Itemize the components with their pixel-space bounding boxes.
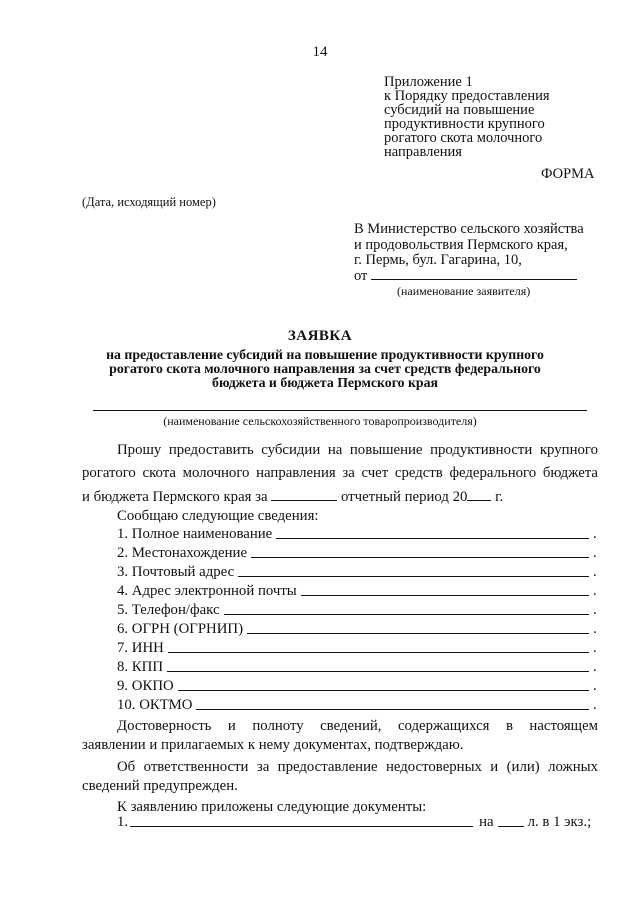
field-label: 10. ОКТМО	[117, 697, 193, 713]
form-mark: ФОРМА	[541, 166, 595, 182]
producer-name-field[interactable]	[93, 410, 587, 411]
field-row-kpp	[117, 659, 599, 676]
location-field[interactable]	[251, 556, 589, 558]
field-row-okpo	[117, 678, 599, 695]
full-name-field[interactable]	[276, 537, 589, 539]
field-label: 5. Телефон/факс	[117, 602, 220, 618]
inn-field[interactable]	[168, 651, 589, 653]
appendix-line: субсидий на повышение	[384, 102, 535, 118]
attachment-row	[117, 814, 603, 831]
producer-caption: (наименование сельскохозяйственного товаропроизводителя)	[163, 414, 477, 428]
field-label: 4. Адрес электронной почты	[117, 583, 297, 599]
applicant-caption: (наименование заявителя)	[397, 284, 531, 298]
field-label: 6. ОГРН (ОГРНИП)	[117, 621, 244, 637]
from-line	[354, 267, 577, 285]
email-field[interactable]	[301, 594, 589, 596]
addressee-line: и продовольствия Пермского края,	[354, 236, 568, 253]
liability-line-2: сведений предупрежден.	[82, 778, 238, 794]
addressee-block	[354, 222, 584, 269]
attachment-on-label: на	[479, 814, 494, 830]
field-end: .	[593, 678, 597, 694]
request-suffix: г.	[495, 489, 504, 505]
liability-line-1: Об ответственности за предоставление недостоверных и (или) ложных	[117, 759, 598, 775]
attachment-tail: л. в 1 экз.;	[527, 814, 592, 830]
field-row-oktmo	[117, 697, 599, 714]
applicant-name-field[interactable]	[371, 267, 577, 280]
okpo-field[interactable]	[178, 689, 589, 691]
appendix-line: направления	[384, 144, 462, 160]
page-number: 14	[312, 44, 328, 60]
confirmation-line-2: заявлении и прилагаемых к нему документах, подтверждаю.	[82, 737, 464, 753]
field-end: .	[593, 697, 597, 713]
field-row-phone	[117, 602, 599, 619]
attachment-name-field[interactable]	[130, 825, 473, 827]
date-label: (Дата, исходящий номер)	[82, 195, 216, 209]
document-title: ЗАЯВКА	[287, 328, 353, 344]
attachments-intro: К заявлению приложены следующие документы:	[117, 799, 427, 815]
appendix-line: рогатого скота молочного	[384, 130, 543, 146]
phone-field[interactable]	[224, 613, 589, 615]
field-end: .	[593, 640, 597, 656]
postal-address-field[interactable]	[238, 575, 589, 577]
oktmo-field[interactable]	[196, 708, 589, 710]
field-row-inn	[117, 640, 599, 657]
field-end: .	[593, 583, 597, 599]
request-line-2: рогатого скота молочного направления за счет средств федерального бюджета	[82, 465, 598, 481]
appendix-line: к Порядку предоставления	[384, 88, 550, 104]
appendix-line: продуктивности крупного	[384, 116, 545, 132]
from-label: от	[354, 268, 368, 284]
field-row-email	[117, 583, 599, 600]
kpp-field[interactable]	[167, 670, 589, 672]
amount-field[interactable]	[271, 486, 337, 501]
request-prefix: и бюджета Пермского края за	[82, 489, 268, 505]
field-label: 3. Почтовый адрес	[117, 564, 235, 580]
field-row-location	[117, 545, 599, 562]
field-row-ogrn	[117, 621, 599, 638]
document-subtitle: на предоставление субсидий на повышение продуктивности крупного рогатого скота молочного направления за счет средств федерального бюджета и бюджета Пермского края	[106, 347, 544, 390]
field-end: .	[593, 602, 597, 618]
field-label: 1. Полное наименование	[117, 526, 273, 542]
field-end: .	[593, 545, 597, 561]
request-line-1: Прошу предоставить субсидии на повышение продуктивности крупного	[117, 442, 598, 458]
attachment-number: 1.	[117, 814, 129, 830]
addressee-line: В Министерство сельского хозяйства	[354, 221, 584, 237]
field-end: .	[593, 526, 597, 542]
request-line-3	[82, 486, 503, 507]
year-field[interactable]	[467, 486, 491, 501]
attachment-pages-field[interactable]	[498, 825, 524, 827]
field-end: .	[593, 564, 597, 580]
field-row-postal-address	[117, 564, 599, 581]
report-intro: Сообщаю следующие сведения:	[117, 508, 319, 524]
field-row-full-name	[117, 526, 599, 543]
request-middle: отчетный период 20	[340, 489, 468, 505]
field-label: 7. ИНН	[117, 640, 164, 656]
field-end: .	[593, 621, 597, 637]
confirmation-line-1: Достоверность и полноту сведений, содержащихся в настоящем	[117, 718, 598, 734]
appendix-line: Приложение 1	[384, 74, 473, 90]
field-end: .	[593, 659, 597, 675]
field-label: 2. Местонахождение	[117, 545, 248, 561]
field-label: 8. КПП	[117, 659, 164, 675]
ogrn-field[interactable]	[247, 632, 589, 634]
field-label: 9. ОКПО	[117, 678, 174, 694]
addressee-line: г. Пермь, бул. Гагарина, 10,	[354, 252, 522, 268]
appendix-block	[384, 75, 550, 159]
